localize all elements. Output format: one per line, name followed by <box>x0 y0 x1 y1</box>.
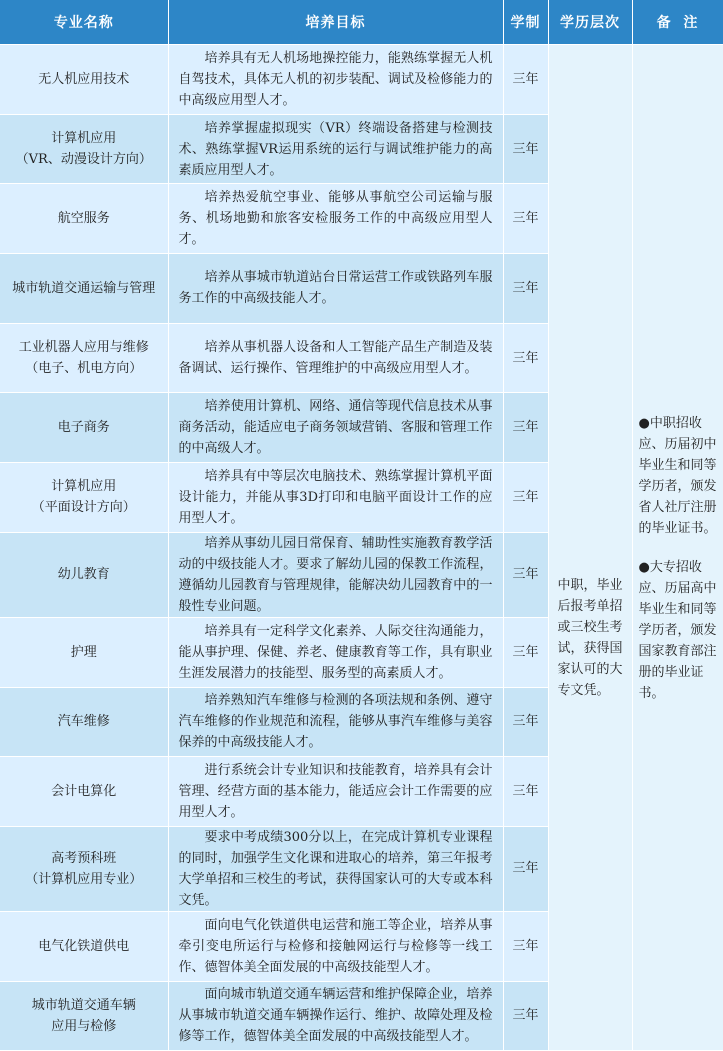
major-name-cell <box>0 757 168 827</box>
major-name-line: 高考预科班 <box>51 850 117 866</box>
duration-cell: 三年 <box>503 393 548 463</box>
training-goal-cell: 培养具有无人机场地操控能力，能熟练掌握无人机自驾技术，具体无人机的初步装配、调试及检修能力的中高级应用型人才。 <box>168 45 503 115</box>
remark-text: 中职招收应、历届初中毕业生和同等学历者，颁发省人社厅注册的毕业证书。 <box>638 416 717 537</box>
major-name-line: （VR、动漫设计方向） <box>15 152 152 168</box>
major-name-cell <box>0 393 168 463</box>
remarks-cell <box>632 45 723 1051</box>
major-name-line: 工业机器人应用与维修 <box>18 340 149 356</box>
duration-cell: 三年 <box>503 981 548 1051</box>
training-goal-cell: 培养从事城市轨道站台日常运营工作或铁路列车服务工作的中高级技能人才。 <box>168 254 503 324</box>
duration-cell: 三年 <box>503 911 548 981</box>
training-goal-cell: 培养掌握虚拟现实（VR）终端设备搭建与检测技术、熟练掌握VR运用系统的运行与调试维护能力的高素质应用型人才。 <box>168 114 503 184</box>
major-name-cell <box>0 617 168 687</box>
duration-cell: 三年 <box>503 114 548 184</box>
major-name-cell <box>0 114 168 184</box>
major-name-line: 计算机应用 <box>51 479 117 495</box>
major-name-line: 城市轨道交通车辆 <box>31 997 136 1013</box>
major-name-cell <box>0 463 168 533</box>
major-name-line: 电气化铁道供电 <box>38 938 130 954</box>
training-goal-cell: 要求中考成绩300分以上，在完成计算机专业课程的同时，加强学生文化课和进取心的培养，第三年报考大学单招和三校生的考试，获得国家认可的大专或本科文凭。 <box>168 826 503 911</box>
duration-cell: 三年 <box>503 463 548 533</box>
duration-cell: 三年 <box>503 254 548 324</box>
major-name-cell <box>0 911 168 981</box>
header-remarks: 备 注 <box>632 0 723 45</box>
major-name-cell <box>0 826 168 911</box>
table-header <box>0 0 723 45</box>
training-goal-cell: 培养从事幼儿园日常保育、辅助性实施教育教学活动的中级技能人才。要求了解幼儿园的保教工作流程，遵循幼儿园教育与管理规律，能解决幼儿园教育中的一般性专业问题。 <box>168 532 503 617</box>
major-name-line: 汽车维修 <box>57 714 110 730</box>
bullet-icon: ● <box>638 560 650 576</box>
major-name-cell <box>0 687 168 757</box>
training-goal-cell: 培养具有中等层次电脑技术、熟练掌握计算机平面设计能力，并能从事3D打印和电脑平面设计工作的应用型人才。 <box>168 463 503 533</box>
major-name-line: 幼儿教育 <box>57 567 110 583</box>
major-name-line: 会计电算化 <box>51 784 117 800</box>
remark-item <box>639 413 717 539</box>
table-row <box>0 45 723 115</box>
training-goal-cell: 培养热爱航空事业、能够从事航空公司运输与服务、机场地勤和旅客安检服务工作的中高级应用型人才。 <box>168 184 503 254</box>
education-level-text: 中职，毕业后报考单招或三校生考试，获得国家认可的大专文凭。 <box>557 577 623 698</box>
major-name-line: 电子商务 <box>57 420 110 436</box>
duration-cell: 三年 <box>503 617 548 687</box>
header-level: 学历层次 <box>548 0 632 45</box>
duration-cell: 三年 <box>503 184 548 254</box>
major-name-line: 城市轨道交通运输与管理 <box>12 280 156 296</box>
duration-cell: 三年 <box>503 45 548 115</box>
major-name-cell <box>0 532 168 617</box>
bullet-icon: ● <box>638 416 650 432</box>
duration-cell: 三年 <box>503 826 548 911</box>
training-goal-cell: 面向城市轨道交通车辆运营和维护保障企业，培养从事城市轨道交通车辆操作运行、维护、故障处理及检修等工作，德智体美全面发展的中高级技能型人才。 <box>168 981 503 1051</box>
major-name-line: （计算机应用专业） <box>25 871 143 887</box>
duration-cell: 三年 <box>503 687 548 757</box>
major-name-cell <box>0 323 168 393</box>
major-name-line: 无人机应用技术 <box>38 71 130 87</box>
major-name-cell <box>0 981 168 1051</box>
major-name-cell <box>0 45 168 115</box>
major-name-line: 航空服务 <box>57 211 110 227</box>
major-name-line: 应用与检修 <box>51 1018 117 1034</box>
table-body <box>0 45 723 1051</box>
training-goal-cell: 面向电气化铁道供电运营和施工等企业，培养从事牵引变电所运行与检修和接触网运行与检修等一线工作、德智体美全面发展的中高级技能型人才。 <box>168 911 503 981</box>
major-name-cell <box>0 184 168 254</box>
major-name-cell <box>0 254 168 324</box>
duration-cell: 三年 <box>503 323 548 393</box>
training-goal-cell: 进行系统会计专业知识和技能教育，培养具有会计管理、经营方面的基本能力，能适应会计工作需要的应用型人才。 <box>168 757 503 827</box>
header-major: 专业名称 <box>0 0 168 45</box>
header-years: 学制 <box>503 0 548 45</box>
training-goal-cell: 培养从事机器人设备和人工智能产品生产制造及装备调试、运行操作、管理维护的中高级应用型人才。 <box>168 323 503 393</box>
remark-item <box>639 557 717 704</box>
major-name-line: （电子、机电方向） <box>25 361 143 377</box>
header-goal: 培养目标 <box>168 0 503 45</box>
remark-text: 大专招收应、历届高中毕业生和同等学历者，颁发国家教育部注册的毕业证书。 <box>638 560 717 702</box>
training-goal-cell: 培养使用计算机、网络、通信等现代信息技术从事商务活动，能适应电子商务领域营销、客服和管理工作的中高级人才。 <box>168 393 503 463</box>
training-goal-cell: 培养具有一定科学文化素养、人际交往沟通能力，能从事护理、保健、养老、健康教育等工作，具有职业生涯发展潜力的技能型、服务型的高素质人才。 <box>168 617 503 687</box>
major-name-line: （平面设计方向） <box>31 500 136 516</box>
training-goal-cell: 培养熟知汽车维修与检测的各项法规和条例、遵守汽车维修的作业规范和流程，能够从事汽车维修与美容保养的中高级技能人才。 <box>168 687 503 757</box>
major-name-line: 计算机应用 <box>51 131 117 147</box>
education-level-cell <box>548 45 632 1051</box>
major-name-line: 护理 <box>70 644 97 660</box>
duration-cell: 三年 <box>503 757 548 827</box>
duration-cell: 三年 <box>503 532 548 617</box>
remarks-list <box>639 373 717 704</box>
